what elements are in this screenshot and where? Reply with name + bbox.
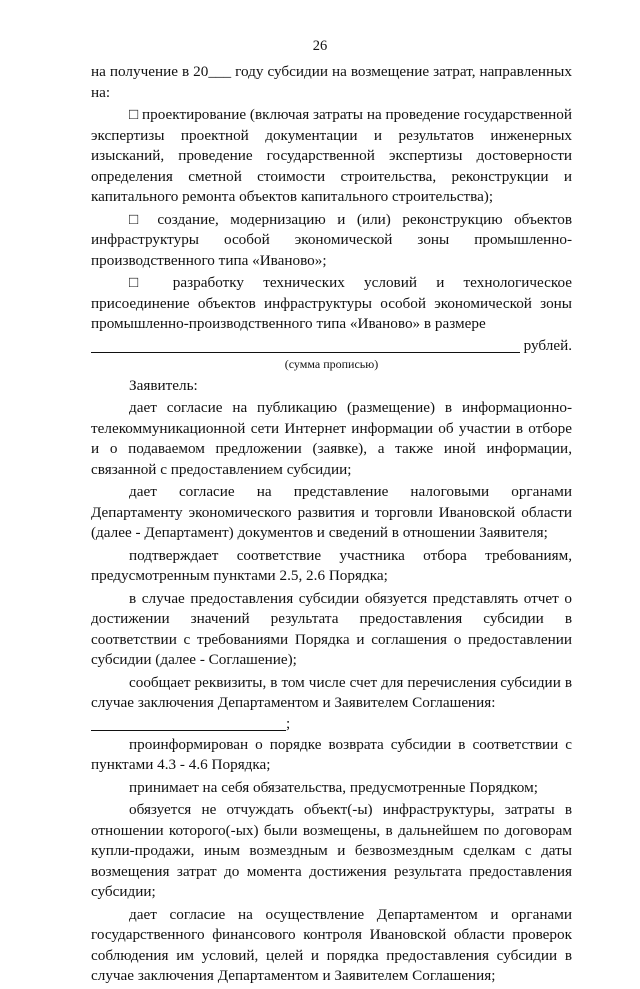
amount-blank (91, 352, 520, 353)
requisites-end: ; (286, 715, 291, 732)
amount-suffix: рублей. (523, 337, 572, 354)
applicant-label: Заявитель: (129, 376, 198, 394)
clause-report: в случае предоставления субсидии обязуется представлять отчет о достижении значений результата предоставления субсидии в соответствии с требованиями Порядка и соглашения о предоставлении субсидии (далее - Соглашение); (91, 589, 572, 668)
document-body (91, 62, 572, 989)
requisites-line (91, 714, 572, 735)
clause-requirements: подтверждает соответствие участника отбора требованиям, предусмотренным пунктами 2.5, 2.6 Порядка; (91, 546, 572, 584)
amount-line (91, 336, 572, 357)
clause-publication-consent: дает согласие на публикацию (размещение) в информационно-телекоммуникационной сети Интернет информации об участии в отборе и о подаваемом предложении (заявке), а также иной информации, связанной с предоставлением субсидии; (91, 399, 572, 478)
page-number: 26 (312, 38, 328, 54)
clause-return: проинформирован о порядке возврата субсидии в соответствии с пунктами 4.3 - 4.6 Порядка; (91, 735, 572, 773)
clause-tax-consent: дает согласие на представление налоговыми органами Департаменту экономического развития и торговли Ивановской области (далее - Департамент) документов и сведений в отношении Заявителя; (91, 483, 572, 541)
clause-audit-consent: дает согласие на осуществление Департаментом и органами государственного финансового контроля Ивановской области проверок соблюдения им условий, целей и порядка предоставления субсидии в случае заключения Департаментом и Заявителем Соглашения; (91, 905, 572, 984)
clause-no-alienation: обязуется не отчуждать объект(-ы) инфраструктуры, затраты в отношении которого(-ых) были возмещены, в дальнейшем по договорам купли-продажи, иным возмездным и безвозмездным сделкам с даты возмещения затрат до момента достижения результата предоставления субсидии; (91, 801, 572, 900)
intro-paragraph: на получение в 20___ году субсидии на возмещение затрат, направленных на: (91, 63, 572, 101)
clause-requisites: сообщает реквизиты, в том числе счет для перечисления субсидии в случае заключения Департаментом и Заявителем Соглашения: (91, 673, 572, 711)
requisites-blank (91, 730, 286, 731)
option-construction: □ создание, модернизацию и (или) реконструкцию объектов инфраструктуры особой экономической зоны промышленно-производственного типа «Иваново»; (91, 210, 572, 269)
option-tech-connection: □ разработку технических условий и технологическое присоединение объектов инфраструктуры особой экономической зоны промышленно-производственного типа «Иваново» в размере (91, 274, 572, 332)
option-design: □ проектирование (включая затраты на проведение государственной экспертизы проектной документации и результатов инженерных изысканий, проведение государственной экспертизы достоверности определения сметной стоимости строительства, реконструкции и капитального ремонта объектов капитального строительства); (91, 106, 572, 205)
clause-obligations: принимает на себя обязательства, предусмотренные Порядком; (129, 778, 538, 796)
amount-caption: (сумма прописью) (284, 356, 379, 371)
